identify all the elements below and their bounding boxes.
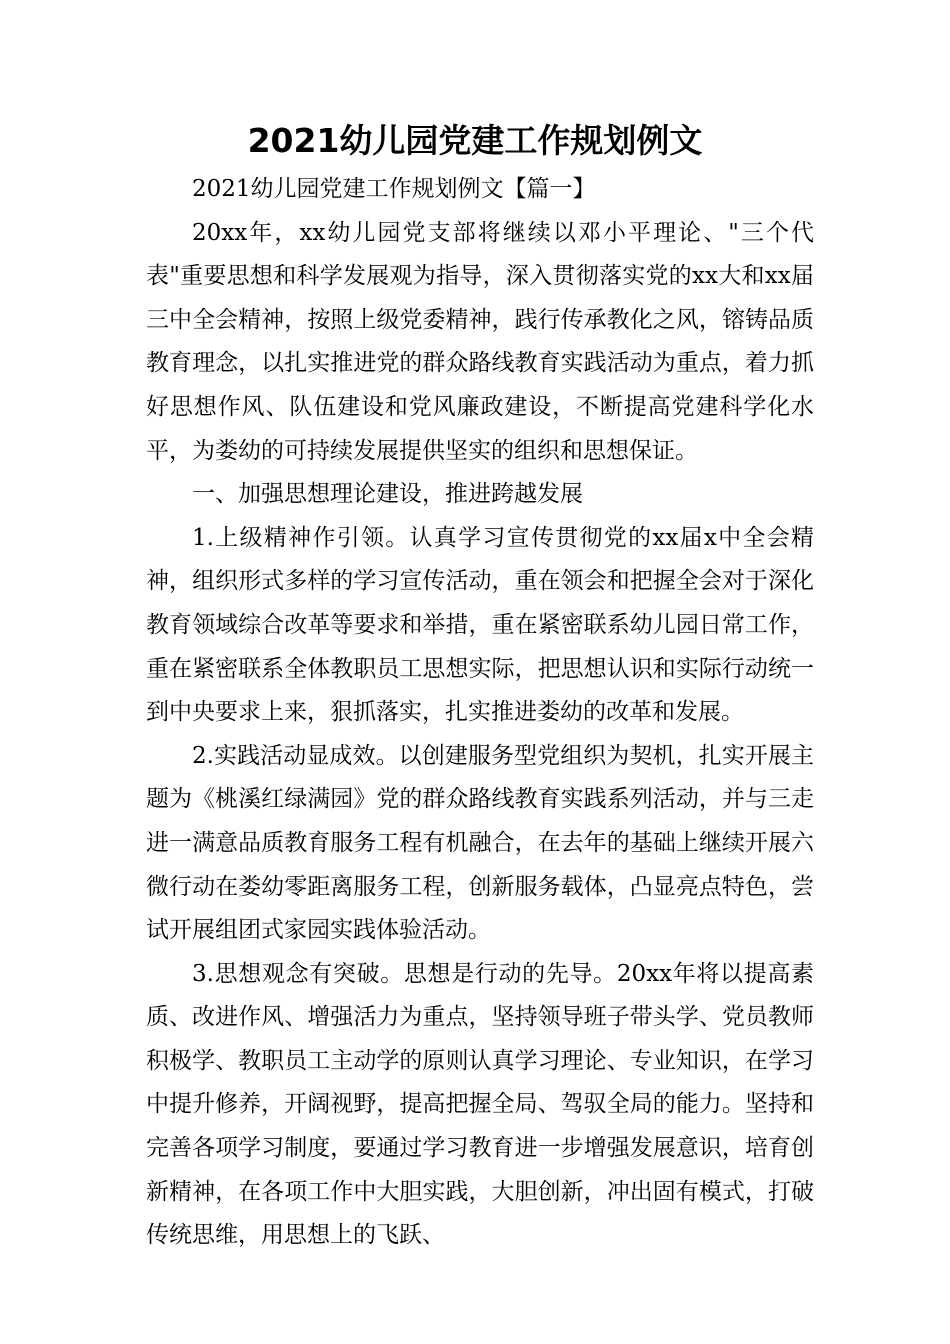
item-one-paragraph: 1.上级精神作引领。认真学习宣传贯彻党的xx届x中全会精神，组织形式多样的学习宣传活动，重在领会和把握全会对于深化教育领域综合改革等要求和举措，重在紧密联系幼儿园日常工作，重在紧密联系全体教职员工思想实际，把思想认识和实际行动统一到中央要求上来，狠抓落实，扎实推进娄幼的改革和发展。 [146, 524, 814, 726]
item-three-paragraph: 3.思想观念有突破。思想是行动的先导。20xx年将以提高素质、改进作风、增强活力为重点，坚持领导班子带头学、党员教师积极学、教职员工主动学的原则认真学习理论、专业知识，在学习中提升修养，开阔视野，提高把握全局、驾驭全局的能力。坚持和完善各项学习制度，要通过学习教育进一步增强发展意识，培育创新精神，在各项工作中大胆实践，大胆创新，冲出固有模式，打破传统思维，用思想上的飞跃、 [146, 960, 814, 1249]
section-one-heading: 一、加强思想理论建设，推进跨越发展 [192, 481, 583, 508]
item-two-paragraph: 2.实践活动显成效。以创建服务型党组织为契机，扎实开展主题为《桃溪红绿满园》党的群众路线教育实践系列活动，并与三走进一满意品质教育服务工程有机融合，在去年的基础上继续开展六微行动在娄幼零距离服务工程，创新服务载体，凸显亮点特色，尝试开展组团式家园实践体验活动。 [146, 742, 814, 944]
document-title: 2021幼儿园党建工作规划例文 [247, 121, 703, 160]
intro-paragraph: 20xx年，xx幼儿园党支部将继续以邓小平理论、"三个代表"重要思想和科学发展观为指导，深入贯彻落实党的xx大和xx届三中全会精神，按照上级党委精神，践行传承教化之风，镕铸品质教育理念，以扎实推进党的群众路线教育实践活动为重点，着力抓好思想作风、队伍建设和党风廉政建设，不断提高党建科学化水平，为娄幼的可持续发展提供坚实的组织和思想保证。 [146, 219, 814, 464]
document-body [146, 168, 814, 1258]
section-heading: 2021幼儿园党建工作规划例文【篇一】 [192, 176, 596, 202]
